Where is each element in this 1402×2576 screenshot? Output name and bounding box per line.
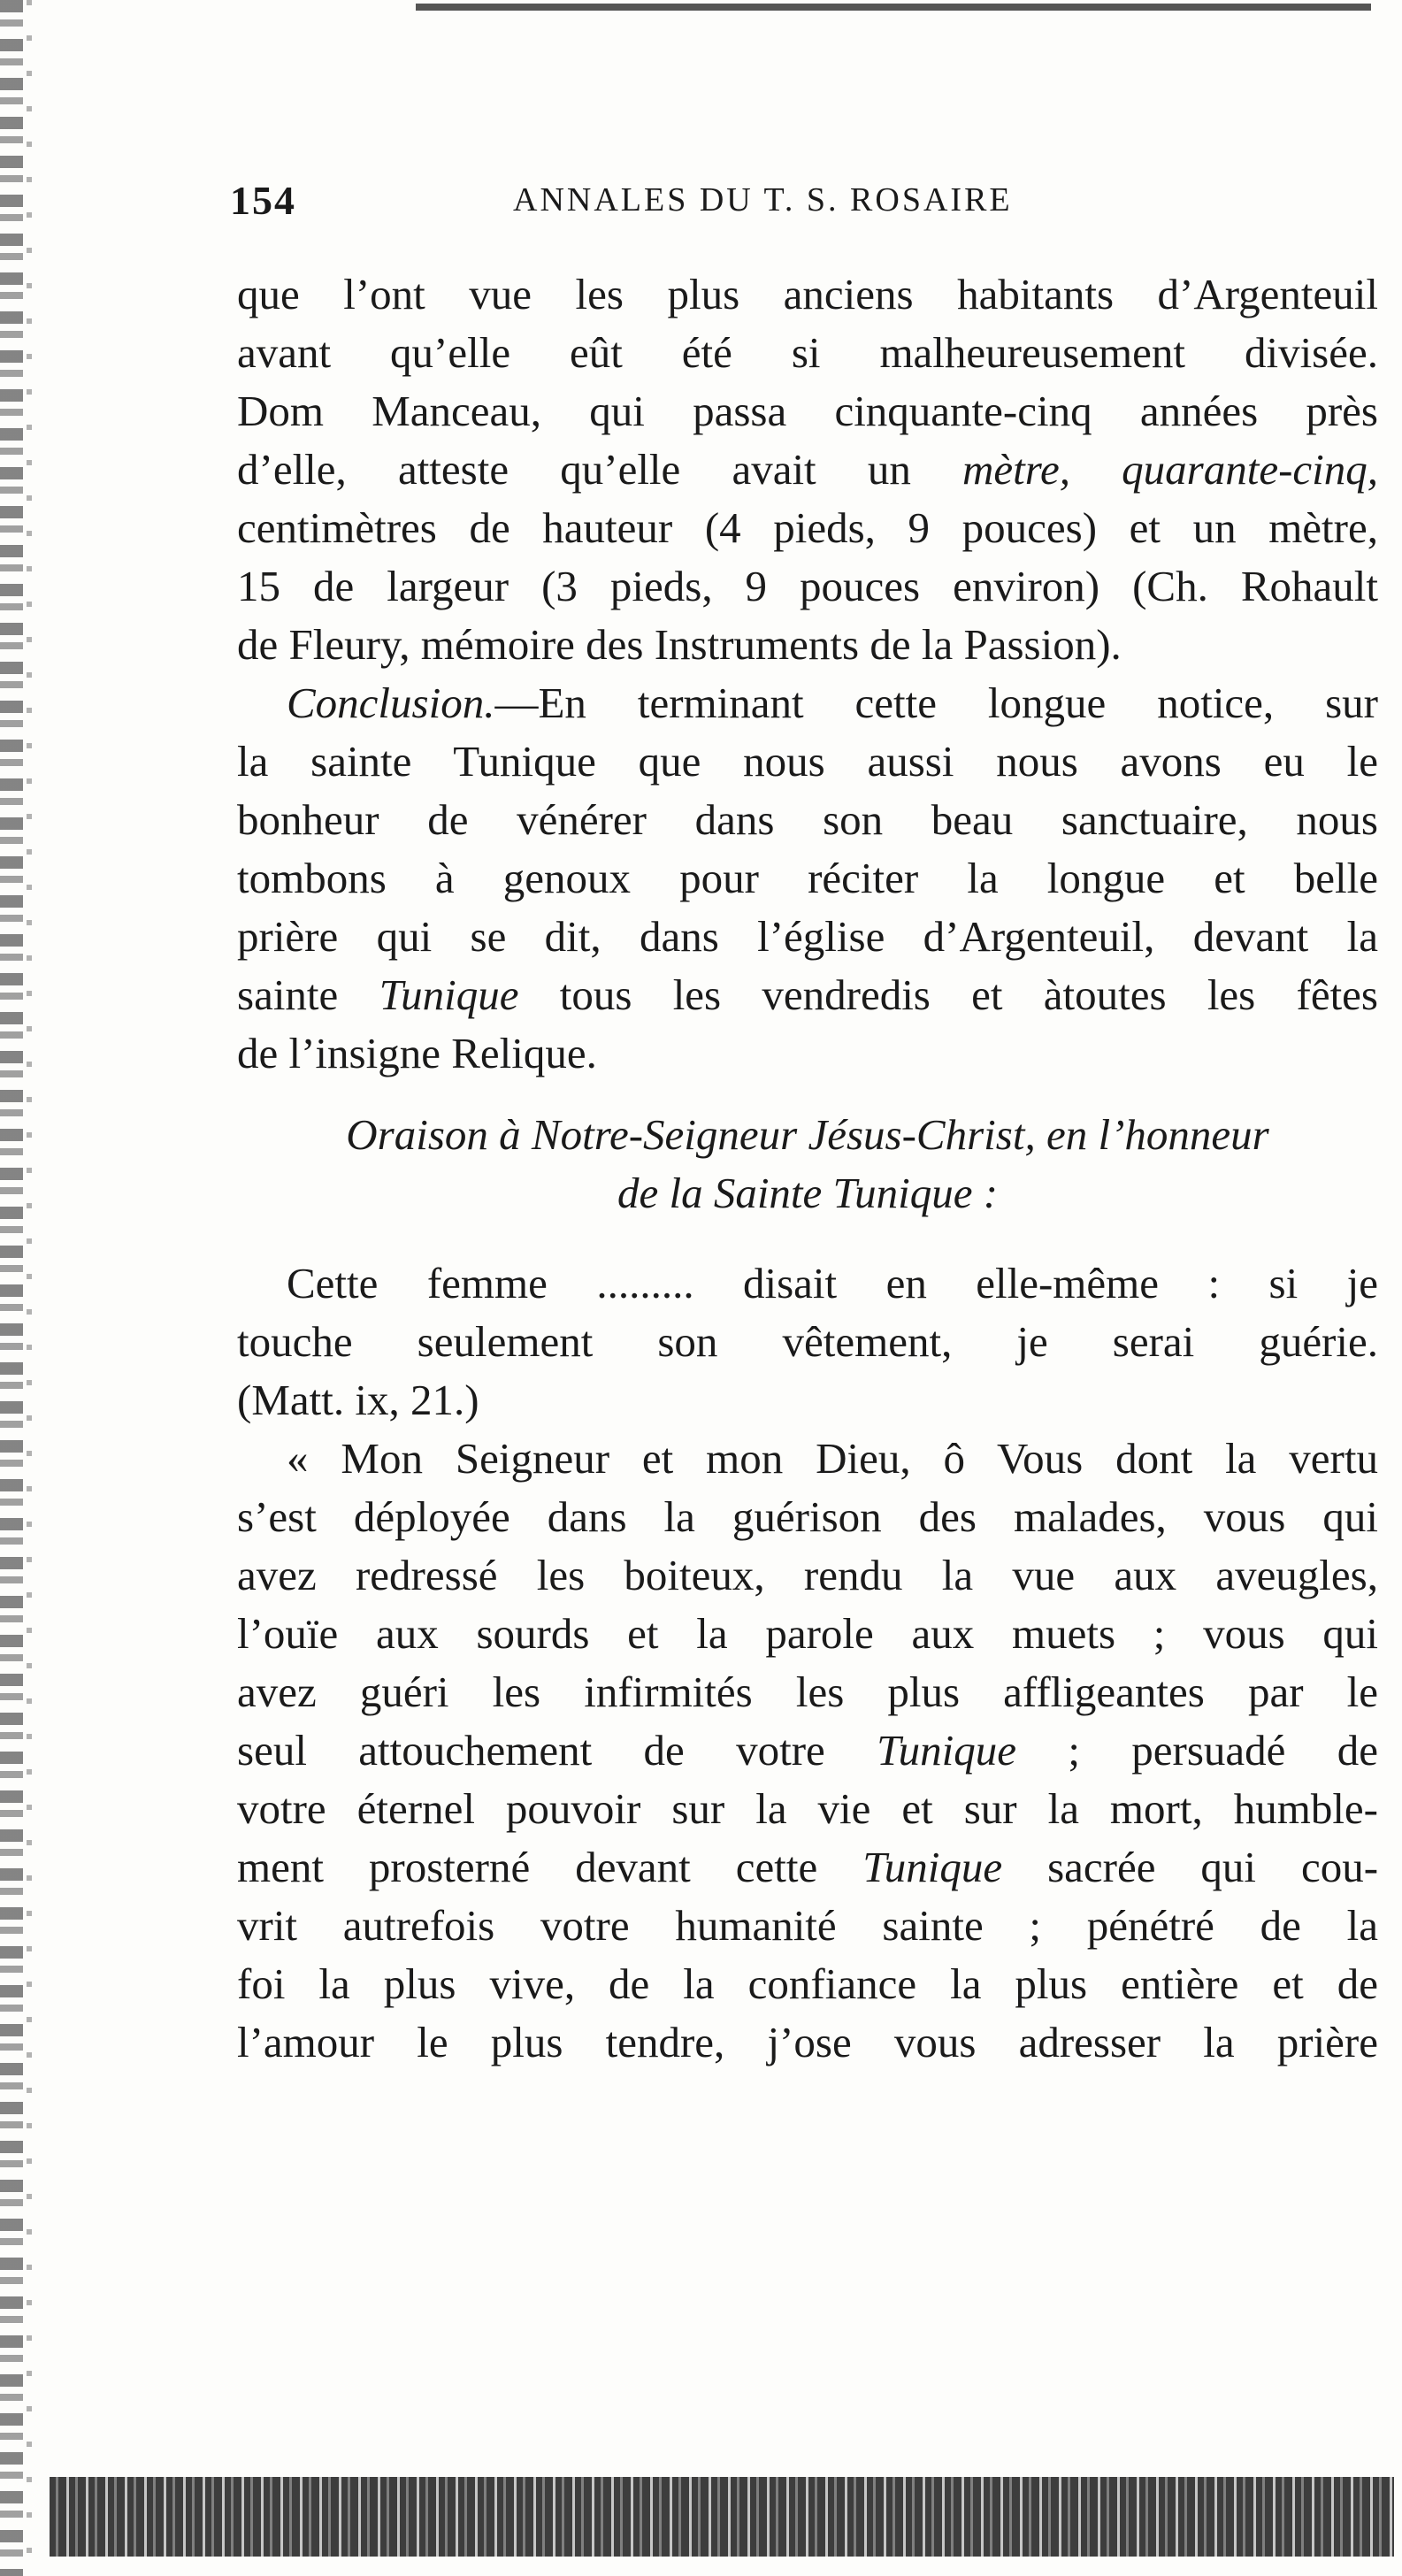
prayer-line <box>237 1721 1378 1780</box>
prayer-line: vrit autrefois votre humanité sainte ; pénétré de la <box>237 1901 1378 1950</box>
prayer-title-line-1: Oraison à Notre-Seigneur Jésus-Christ, en l’honneur <box>346 1110 1269 1159</box>
text-fragment: sainte <box>237 970 339 1019</box>
prayer-title-line-2: de la Sainte Tunique : <box>617 1169 999 1217</box>
text-fragment: ment prosterné devant cette <box>237 1843 818 1891</box>
conclusion-text: —En terminant cette longue notice, sur <box>494 678 1378 727</box>
text-line: que l’ont vue les plus anciens habitants d’Argenteuil <box>237 270 1378 318</box>
prayer-line: votre éternel pouvoir sur la vie et sur la mort, humble- <box>237 1784 1378 1833</box>
italic-tunique: Tunique <box>862 1843 1003 1891</box>
text-fragment: tous les vendredis et àtoutes les fêtes <box>559 970 1379 1019</box>
running-head-title: ANNALES DU T. S. ROSAIRE <box>513 181 1013 218</box>
italic-tunique: Tunique <box>877 1726 1017 1775</box>
text-fragment: ; persuadé de <box>1068 1726 1379 1775</box>
text-fragment: seul attouchement de votre <box>237 1726 825 1775</box>
text-line <box>237 966 1378 1024</box>
epigraph-line: (Matt. ix, 21.) <box>237 1376 479 1424</box>
prayer-line: « Mon Seigneur et mon Dieu, ô Vous dont la vertu <box>287 1434 1378 1483</box>
text-line: centimètres de hauteur (4 pieds, 9 pouces) et un mètre, <box>237 503 1378 552</box>
prayer-line <box>237 1838 1378 1897</box>
text-line: de l’insigne Relique. <box>237 1029 597 1077</box>
text-line: 15 de largeur (3 pieds, 9 pouces environ) (Ch. Rohault <box>237 562 1378 610</box>
prayer-line: avez redressé les boiteux, rendu la vue aux aveugles, <box>237 1551 1378 1599</box>
top-scan-border <box>416 4 1371 11</box>
text-line: avant qu’elle eût été si malheureusement divisée. <box>237 328 1378 377</box>
prayer-line: s’est déployée dans la guérison des malades, vous qui <box>237 1492 1378 1541</box>
italic-metre: mètre, <box>961 445 1070 494</box>
text-fragment: sacrée qui cou- <box>1047 1843 1379 1891</box>
text-line: tombons à genoux pour réciter la longue et belle <box>237 854 1378 902</box>
text-line: bonheur de vénérer dans son beau sanctuaire, nous <box>237 795 1378 844</box>
running-head <box>230 177 1380 230</box>
prayer-line: foi la plus vive, de la confiance la plus entière et de <box>237 1959 1378 2008</box>
binding-edge-marks <box>27 0 32 2576</box>
text-line: d’elle, atteste qu’elle avait un mètre, quarante-cinq, <box>237 445 1379 494</box>
epigraph-line: Cette femme ......... disait en elle-même : si je <box>287 1259 1378 1307</box>
prayer-line: avez guéri les infirmités les plus affligeantes par le <box>237 1668 1378 1716</box>
page-number: 154 <box>230 178 296 223</box>
epigraph-line: touche seulement son vêtement, je serai guérie. <box>237 1317 1378 1366</box>
text-line: prière qui se dit, dans l’église d’Argenteuil, devant la <box>237 912 1378 961</box>
text-line: la sainte Tunique que nous aussi nous avons eu le <box>237 737 1378 786</box>
conclusion-label: Conclusion. <box>287 678 495 727</box>
prayer-line: l’amour le plus tendre, j’ose vous adresser la prière <box>237 2018 1378 2066</box>
italic-tunique: Tunique <box>379 970 519 1019</box>
italic-quarante-cinq: quarante-cinq, <box>1122 445 1379 494</box>
body-text <box>237 265 1378 2072</box>
text-line: de Fleury, mémoire des Instruments de la Passion). <box>237 620 1122 669</box>
prayer-line: l’ouïe aux sourds et la parole aux muets ; vous qui <box>237 1609 1378 1658</box>
text-line <box>237 674 1378 732</box>
text-line: Dom Manceau, qui passa cinquante-cinq années près <box>237 387 1378 435</box>
binding-edge <box>0 0 23 2576</box>
bottom-scan-border <box>50 2477 1394 2557</box>
